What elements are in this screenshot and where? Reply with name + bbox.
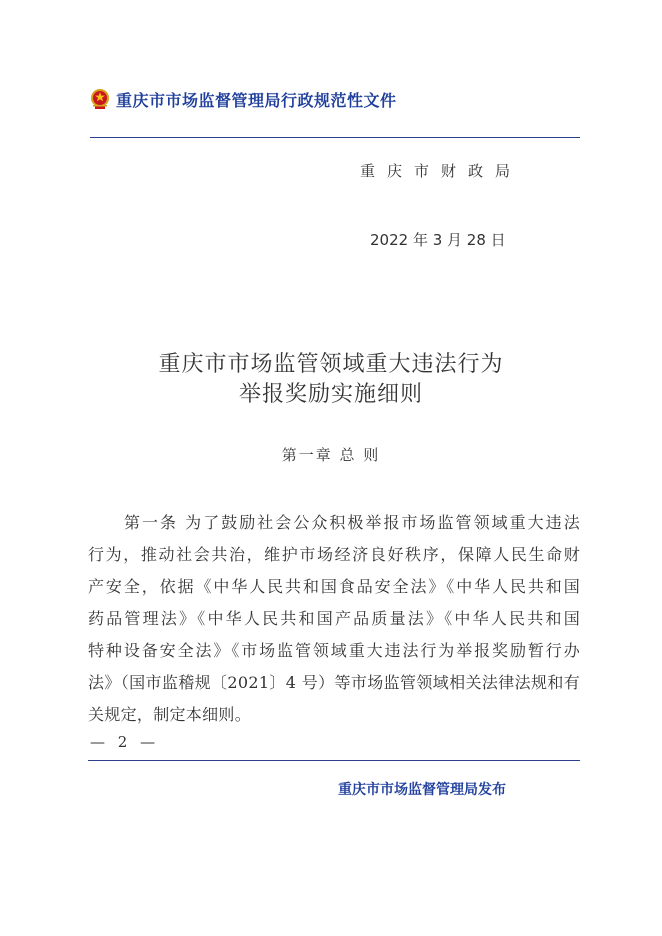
document-header xyxy=(88,84,397,114)
body-line: 法》（国市监稽规〔2021〕4 号）等市场监管领域相关法律法规和有 xyxy=(88,673,580,692)
header-title: 重庆市市场监督管理局行政规范性文件 xyxy=(116,90,397,110)
page-number: — 2 — xyxy=(90,733,160,751)
chapter-heading: 第一章 总 则 xyxy=(281,446,381,464)
body-line: 药品管理法》《中华人民共和国产品质量法》《中华人民共和国 xyxy=(88,609,580,628)
body-line: 行为，推动社会共治，维护市场经济良好秩序，保障人民生命财 xyxy=(88,545,580,564)
article-body xyxy=(88,507,580,731)
issuer-name: 重庆市财政局 xyxy=(360,162,523,180)
header-divider xyxy=(90,137,580,138)
footer-publisher: 重庆市市场监督管理局发布 xyxy=(338,782,506,798)
footer-divider xyxy=(88,760,580,761)
body-line: 关规定，制定本细则。 xyxy=(88,705,252,724)
national-emblem-icon xyxy=(88,87,112,111)
body-line: 特种设备安全法》《市场监管领域重大违法行为举报奖励暂行办 xyxy=(88,641,580,660)
body-line: 产安全，依据《中华人民共和国食品安全法》《中华人民共和国 xyxy=(88,577,580,596)
document-title-line-1: 重庆市市场监管领域重大违法行为 xyxy=(158,352,504,377)
issue-date: 2022 年 3 月 28 日 xyxy=(370,231,506,249)
document-title-line-2: 举报奖励实施细则 xyxy=(238,382,423,407)
body-line: 第一条 为了鼓励社会公众积极举报市场监管领域重大违法 xyxy=(124,513,580,532)
